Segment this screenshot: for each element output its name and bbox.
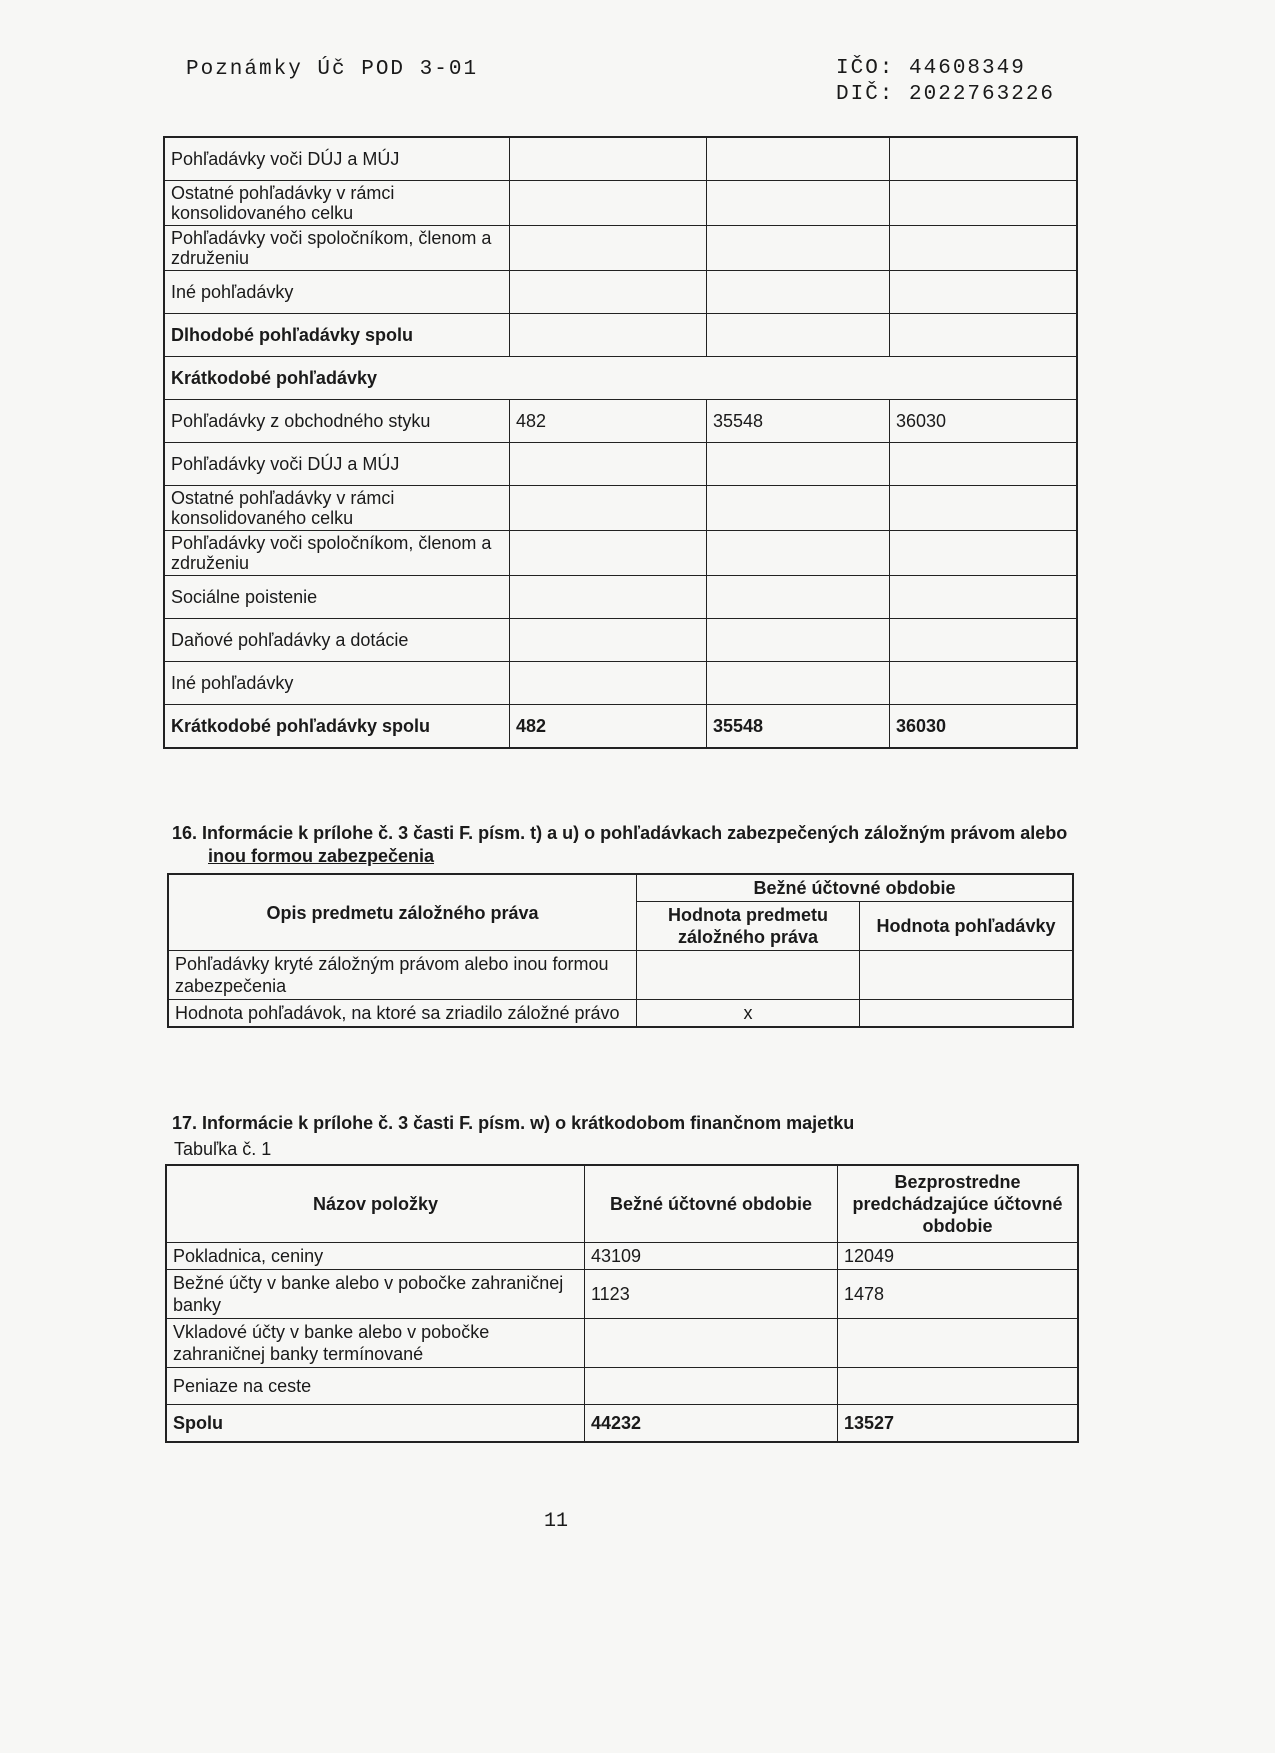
cell-value bbox=[838, 1319, 1079, 1368]
cell-value: 482 bbox=[510, 705, 707, 749]
table-row bbox=[164, 576, 1077, 619]
page-number: 11 bbox=[544, 1510, 569, 1533]
cell-value bbox=[707, 486, 890, 531]
cell-value bbox=[510, 662, 707, 705]
cell-value: 482 bbox=[510, 400, 707, 443]
section-title-text: Informácie k prílohe č. 3 časti F. písm. w) o krátkodobom finančnom majetku bbox=[202, 1113, 855, 1133]
cell-value bbox=[510, 137, 707, 181]
cell-value bbox=[510, 576, 707, 619]
cell-value bbox=[707, 443, 890, 486]
column-header: Opis predmetu záložného práva bbox=[168, 874, 637, 951]
table-row bbox=[164, 443, 1077, 486]
cell-value bbox=[890, 662, 1078, 705]
row-label: Pohľadávky z obchodného styku bbox=[164, 400, 510, 443]
cell-value: 35548 bbox=[707, 705, 890, 749]
total-label: Spolu bbox=[166, 1405, 585, 1443]
cell-value bbox=[637, 951, 860, 1000]
row-label: Hodnota pohľadávok, na ktoré sa zriadilo záložné právo bbox=[168, 1000, 637, 1028]
row-label: Daňové pohľadávky a dotácie bbox=[164, 619, 510, 662]
long-term-total-label: Dlhodobé pohľadávky spolu bbox=[164, 314, 510, 357]
cell-value: 44232 bbox=[585, 1405, 838, 1443]
cell-value bbox=[860, 1000, 1074, 1028]
cell-value: x bbox=[637, 1000, 860, 1028]
table-row bbox=[164, 531, 1077, 576]
cell-value: 36030 bbox=[890, 705, 1078, 749]
short-term-heading: Krátkodobé pohľadávky bbox=[164, 357, 1077, 400]
cell-value bbox=[890, 181, 1078, 226]
section-title-line2: inou formou zabezpečenia bbox=[208, 846, 435, 866]
row-label: Iné pohľadávky bbox=[164, 271, 510, 314]
table-row bbox=[164, 662, 1077, 705]
table-row bbox=[166, 1368, 1078, 1405]
table-row bbox=[164, 226, 1077, 271]
cell-value bbox=[707, 137, 890, 181]
header-row bbox=[168, 874, 1073, 902]
cell-value bbox=[510, 531, 707, 576]
cell-value bbox=[890, 226, 1078, 271]
cell-value bbox=[585, 1368, 838, 1405]
table-row bbox=[166, 1270, 1078, 1319]
row-label: Pohľadávky voči spoločníkom, členom a združeniu bbox=[164, 531, 510, 576]
row-label: Bežné účty v banke alebo v pobočke zahraničnej banky bbox=[166, 1270, 585, 1319]
document-reference: Poznámky Úč POD 3-01 bbox=[186, 58, 479, 81]
row-label: Pohľadávky voči DÚJ a MÚJ bbox=[164, 137, 510, 181]
cell-value: 12049 bbox=[838, 1243, 1079, 1270]
company-ids bbox=[836, 56, 1055, 108]
cell-value: 43109 bbox=[585, 1243, 838, 1270]
header-row bbox=[166, 1165, 1078, 1243]
table-row bbox=[168, 951, 1073, 1000]
pledge-table bbox=[167, 873, 1074, 1028]
section-16-title bbox=[172, 822, 1072, 868]
total-row bbox=[166, 1405, 1078, 1443]
cell-value bbox=[707, 181, 890, 226]
row-label: Sociálne poistenie bbox=[164, 576, 510, 619]
column-header: Bežné účtovné obdobie bbox=[585, 1165, 838, 1243]
cell-value bbox=[890, 137, 1078, 181]
cell-value bbox=[838, 1368, 1079, 1405]
row-label: Pokladnica, ceniny bbox=[166, 1243, 585, 1270]
total-row bbox=[164, 314, 1077, 357]
cell-value bbox=[890, 443, 1078, 486]
cell-value bbox=[585, 1319, 838, 1368]
table-row bbox=[164, 486, 1077, 531]
cell-value: 36030 bbox=[890, 400, 1078, 443]
column-header: Hodnota pohľadávky bbox=[860, 902, 1074, 951]
table-caption: Tabuľka č. 1 bbox=[174, 1139, 272, 1159]
row-label: Vkladové účty v banke alebo v pobočke zahraničnej banky termínované bbox=[166, 1319, 585, 1368]
cell-value: 35548 bbox=[707, 400, 890, 443]
cell-value bbox=[510, 271, 707, 314]
cell-value bbox=[860, 951, 1074, 1000]
total-row bbox=[164, 705, 1077, 749]
cell-value bbox=[890, 619, 1078, 662]
column-header: Hodnota predmetu záložného práva bbox=[637, 902, 860, 951]
cell-value bbox=[707, 226, 890, 271]
row-label: Pohľadávky voči spoločníkom, členom a združeniu bbox=[164, 226, 510, 271]
cell-value bbox=[510, 226, 707, 271]
row-label: Pohľadávky kryté záložným právom alebo inou formou zabezpečenia bbox=[168, 951, 637, 1000]
cell-value bbox=[707, 271, 890, 314]
financial-assets-table bbox=[165, 1164, 1079, 1443]
table-row bbox=[164, 271, 1077, 314]
receivables-table bbox=[163, 136, 1078, 749]
row-label: Pohľadávky voči DÚJ a MÚJ bbox=[164, 443, 510, 486]
section-title-line1: Informácie k prílohe č. 3 časti F. písm. t) a u) o pohľadávkach zabezpečených záložným právom alebo bbox=[202, 823, 1068, 843]
cell-value: 1123 bbox=[585, 1270, 838, 1319]
cell-value bbox=[510, 314, 707, 357]
short-term-total-label: Krátkodobé pohľadávky spolu bbox=[164, 705, 510, 749]
row-label: Ostatné pohľadávky v rámci konsolidovaného celku bbox=[164, 486, 510, 531]
cell-value bbox=[510, 486, 707, 531]
cell-value: 1478 bbox=[838, 1270, 1079, 1319]
section-number: 16. bbox=[172, 823, 198, 843]
row-label: Ostatné pohľadávky v rámci konsolidovaného celku bbox=[164, 181, 510, 226]
cell-value bbox=[510, 443, 707, 486]
cell-value bbox=[510, 181, 707, 226]
table-row bbox=[166, 1243, 1078, 1270]
table-row bbox=[164, 619, 1077, 662]
cell-value bbox=[707, 314, 890, 357]
cell-value bbox=[890, 271, 1078, 314]
cell-value bbox=[890, 486, 1078, 531]
cell-value bbox=[510, 619, 707, 662]
ico-number: IČO: 44608349 bbox=[836, 57, 1026, 80]
cell-value bbox=[707, 531, 890, 576]
dic-number: DIČ: 2022763226 bbox=[836, 83, 1056, 106]
table-row bbox=[168, 1000, 1073, 1028]
cell-value bbox=[890, 314, 1078, 357]
cell-value bbox=[707, 619, 890, 662]
section-heading-row bbox=[164, 357, 1077, 400]
column-header: Názov položky bbox=[166, 1165, 585, 1243]
cell-value bbox=[890, 576, 1078, 619]
cell-value bbox=[890, 531, 1078, 576]
cell-value bbox=[707, 662, 890, 705]
table-row bbox=[164, 400, 1077, 443]
section-number: 17. bbox=[172, 1113, 198, 1133]
period-header: Bežné účtovné obdobie bbox=[637, 874, 1074, 902]
section-17-title bbox=[172, 1112, 854, 1135]
cell-value: 13527 bbox=[838, 1405, 1079, 1443]
column-header: Bezprostredne predchádzajúce účtovné obdobie bbox=[838, 1165, 1079, 1243]
row-label: Iné pohľadávky bbox=[164, 662, 510, 705]
cell-value bbox=[707, 576, 890, 619]
table-row bbox=[164, 137, 1077, 181]
table-row bbox=[164, 181, 1077, 226]
table-row bbox=[166, 1319, 1078, 1368]
row-label: Peniaze na ceste bbox=[166, 1368, 585, 1405]
